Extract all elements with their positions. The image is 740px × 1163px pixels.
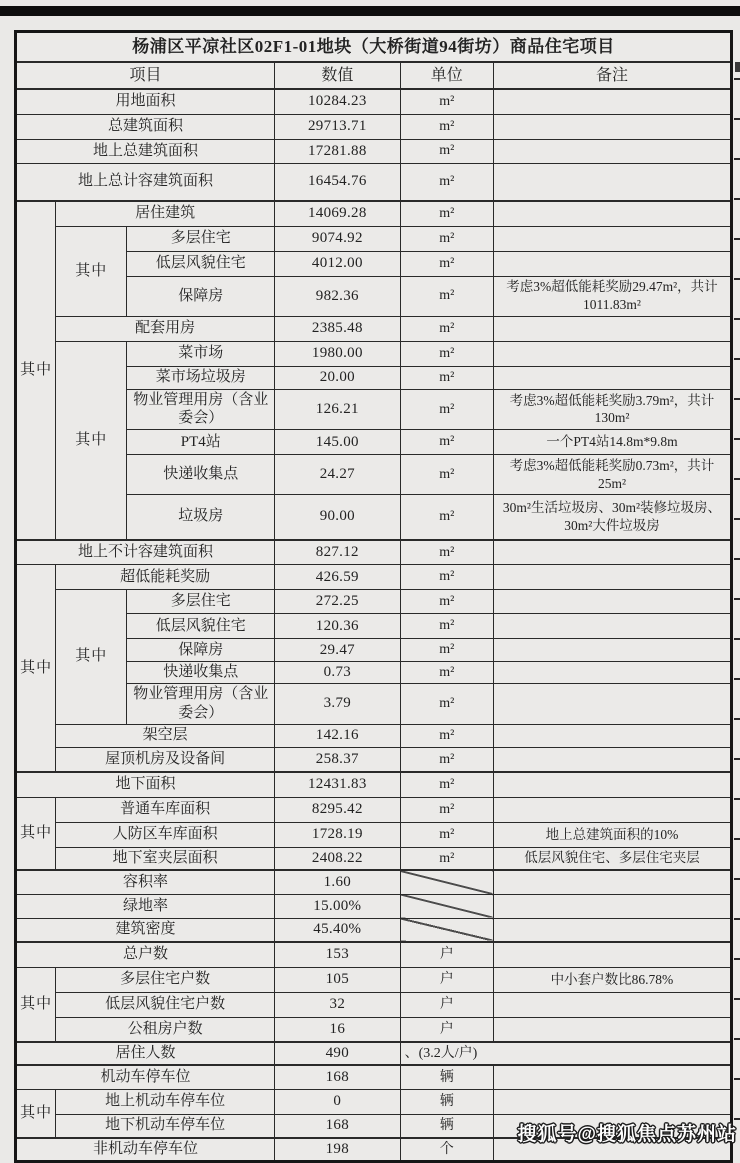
value-cell: 90.00 — [275, 495, 401, 540]
item-cell: 多层住宅户数 — [56, 967, 275, 992]
unit-cell: m² — [400, 724, 493, 747]
item-cell: 地下机动车停车位 — [56, 1114, 275, 1138]
unit-cell: m² — [400, 565, 493, 590]
value-cell: 4012.00 — [275, 251, 401, 276]
header-note: 备注 — [493, 62, 731, 89]
note-cell — [493, 747, 731, 772]
unit-cell: m² — [400, 662, 493, 684]
table-row — [16, 341, 732, 366]
value-cell: 490 — [275, 1042, 401, 1065]
value-cell: 120.36 — [275, 614, 401, 639]
item-cell: 物业管理用房（含业委会） — [127, 389, 275, 430]
value-cell: 10284.23 — [275, 89, 401, 114]
value-cell: 168 — [275, 1065, 401, 1089]
unit-cell: m² — [400, 139, 493, 163]
item-cell: 架空层 — [56, 724, 275, 747]
value-cell: 126.21 — [275, 389, 401, 430]
item-cell: 多层住宅 — [127, 590, 275, 614]
value-cell: 2408.22 — [275, 847, 401, 870]
note-cell — [493, 942, 731, 967]
value-cell: 12431.83 — [275, 772, 401, 797]
item-cell: 地下室夹层面积 — [56, 847, 275, 870]
note-cell — [493, 590, 731, 614]
header-unit: 单位 — [400, 62, 493, 89]
note-cell — [493, 1017, 731, 1042]
value-cell: 8295.42 — [275, 797, 401, 822]
note-cell — [493, 139, 731, 163]
unit-cell: m² — [400, 366, 493, 389]
value-cell: 29713.71 — [275, 114, 401, 139]
value-cell: 827.12 — [275, 540, 401, 565]
note-cell — [493, 870, 731, 894]
table-row — [16, 772, 732, 797]
table-row — [16, 565, 732, 590]
table-row — [16, 89, 732, 114]
sohu-watermark: 搜狐号@搜狐焦点苏州站 — [517, 1124, 737, 1145]
item-cell: 快递收集点 — [127, 455, 275, 495]
table-header-row — [16, 62, 732, 89]
unit-cell: 辆 — [400, 1114, 493, 1138]
unit-cell: m² — [400, 163, 493, 201]
note-cell: 低层风貌住宅、多层住宅夹层 — [493, 847, 731, 870]
item-cell: 屋顶机房及设备间 — [56, 747, 275, 772]
table-row — [16, 992, 732, 1017]
note-cell — [493, 918, 731, 942]
note-cell — [493, 201, 731, 226]
item-cell: 容积率 — [16, 870, 275, 894]
top-black-bar — [0, 6, 740, 16]
table-row — [16, 1089, 732, 1114]
value-cell: 272.25 — [275, 590, 401, 614]
unit-cell: m² — [400, 226, 493, 251]
item-cell: 低层风貌住宅 — [127, 251, 275, 276]
value-cell: 17281.88 — [275, 139, 401, 163]
value-cell: 3.79 — [275, 684, 401, 725]
value-cell: 168 — [275, 1114, 401, 1138]
value-cell: 15.00% — [275, 894, 401, 918]
unit-cell: m² — [400, 495, 493, 540]
unit-cell: 户 — [400, 992, 493, 1017]
header-value: 数值 — [275, 62, 401, 89]
item-cell: 超低能耗奖励 — [56, 565, 275, 590]
table-row — [16, 590, 732, 614]
value-cell: 0 — [275, 1089, 401, 1114]
unit-cell — [400, 870, 493, 894]
item-cell: 非机动车停车位 — [16, 1138, 275, 1161]
note-cell — [493, 316, 731, 341]
value-cell: 32 — [275, 992, 401, 1017]
unit-cell: m² — [400, 276, 493, 316]
table-row — [16, 724, 732, 747]
item-cell: 保障房 — [127, 639, 275, 662]
note-cell: 考虑3%超低能耗奖励3.79m²，共计130m² — [493, 389, 731, 430]
note-cell — [493, 366, 731, 389]
note-cell: 中小套户数比86.78% — [493, 967, 731, 992]
value-cell: 105 — [275, 967, 401, 992]
adjacent-table-edge — [734, 40, 740, 1140]
inner-group-cell: 其中 — [56, 590, 127, 725]
unit-cell: 辆 — [400, 1065, 493, 1089]
unit-cell: m² — [400, 772, 493, 797]
group-cell: 其中 — [16, 967, 56, 1042]
item-cell: 居住人数 — [16, 1042, 275, 1065]
note-cell — [493, 163, 731, 201]
value-cell: 45.40% — [275, 918, 401, 942]
adjacent-table-text-fragment — [735, 62, 740, 72]
unit-cell: m² — [400, 316, 493, 341]
note-cell: 考虑3%超低能耗奖励29.47m²，共计1011.83m² — [493, 276, 731, 316]
group-cell: 其中 — [16, 1089, 56, 1138]
table-row — [16, 540, 732, 565]
value-cell: 145.00 — [275, 430, 401, 455]
unit-note-cell: 、(3.2人/户) — [400, 1042, 731, 1065]
value-cell: 16 — [275, 1017, 401, 1042]
unit-cell: m² — [400, 389, 493, 430]
unit-cell: m² — [400, 114, 493, 139]
table-row — [16, 918, 732, 942]
unit-cell: m² — [400, 540, 493, 565]
unit-cell: m² — [400, 201, 493, 226]
unit-cell: m² — [400, 251, 493, 276]
unit-cell: m² — [400, 614, 493, 639]
item-cell: 多层住宅 — [127, 226, 275, 251]
table-title: 杨浦区平凉社区02F1-01地块（大桥街道94街坊）商品住宅项目 — [16, 32, 732, 63]
table-row — [16, 226, 732, 251]
note-cell: 30m²生活垃圾房、30m²装修垃圾房、30m²大件垃圾房 — [493, 495, 731, 540]
value-cell: 20.00 — [275, 366, 401, 389]
unit-cell: 辆 — [400, 1089, 493, 1114]
note-cell — [493, 724, 731, 747]
item-cell: 保障房 — [127, 276, 275, 316]
item-cell: 绿地率 — [16, 894, 275, 918]
table-row — [16, 747, 732, 772]
note-cell — [493, 1089, 731, 1114]
table-row — [16, 1017, 732, 1042]
unit-cell: m² — [400, 455, 493, 495]
unit-cell: 户 — [400, 942, 493, 967]
unit-cell: m² — [400, 747, 493, 772]
table-row — [16, 316, 732, 341]
item-cell: 总建筑面积 — [16, 114, 275, 139]
note-cell — [493, 639, 731, 662]
item-cell: 垃圾房 — [127, 495, 275, 540]
value-cell: 258.37 — [275, 747, 401, 772]
item-cell: 总户数 — [16, 942, 275, 967]
group-cell: 其中 — [16, 797, 56, 870]
item-cell: 地上总计容建筑面积 — [16, 163, 275, 201]
value-cell: 0.73 — [275, 662, 401, 684]
table-row — [16, 1042, 732, 1065]
table-row — [16, 114, 732, 139]
note-cell — [493, 1065, 731, 1089]
unit-cell: m² — [400, 590, 493, 614]
note-cell — [493, 662, 731, 684]
unit-cell — [400, 918, 493, 942]
table-row — [16, 847, 732, 870]
table-row — [16, 201, 732, 226]
note-cell — [493, 89, 731, 114]
item-cell: 菜市场垃圾房 — [127, 366, 275, 389]
unit-cell: 个 — [400, 1138, 493, 1161]
note-cell: 地上总建筑面积的10% — [493, 822, 731, 847]
table-row — [16, 1065, 732, 1089]
item-cell: 居住建筑 — [56, 201, 275, 226]
note-cell — [493, 684, 731, 725]
note-cell — [493, 894, 731, 918]
unit-cell: 户 — [400, 967, 493, 992]
note-cell — [493, 797, 731, 822]
value-cell: 14069.28 — [275, 201, 401, 226]
table-row — [16, 894, 732, 918]
value-cell: 16454.76 — [275, 163, 401, 201]
unit-cell: m² — [400, 847, 493, 870]
note-cell: 一个PT4站14.8m*9.8m — [493, 430, 731, 455]
item-cell: 低层风貌住宅户数 — [56, 992, 275, 1017]
unit-cell: m² — [400, 797, 493, 822]
note-cell — [493, 772, 731, 797]
item-cell: 菜市场 — [127, 341, 275, 366]
item-cell: 配套用房 — [56, 316, 275, 341]
group-cell: 其中 — [16, 201, 56, 540]
note-cell — [493, 341, 731, 366]
item-cell: 低层风貌住宅 — [127, 614, 275, 639]
table-row — [16, 967, 732, 992]
table-title-row — [16, 32, 732, 63]
item-cell: 地下面积 — [16, 772, 275, 797]
table-row — [16, 870, 732, 894]
note-cell — [493, 114, 731, 139]
unit-cell — [400, 894, 493, 918]
project-data-table — [14, 30, 733, 1163]
note-cell — [493, 251, 731, 276]
note-cell: 考虑3%超低能耗奖励0.73m²，共计25m² — [493, 455, 731, 495]
item-cell: 机动车停车位 — [16, 1065, 275, 1089]
value-cell: 1.60 — [275, 870, 401, 894]
inner-group-cell: 其中 — [56, 341, 127, 540]
note-cell — [493, 226, 731, 251]
inner-group-cell: 其中 — [56, 226, 127, 316]
item-cell: 快递收集点 — [127, 662, 275, 684]
value-cell: 982.36 — [275, 276, 401, 316]
note-cell — [493, 992, 731, 1017]
value-cell: 1980.00 — [275, 341, 401, 366]
table-row — [16, 163, 732, 201]
header-item: 项目 — [16, 62, 275, 89]
value-cell: 153 — [275, 942, 401, 967]
item-cell: PT4站 — [127, 430, 275, 455]
value-cell: 198 — [275, 1138, 401, 1161]
item-cell: 普通车库面积 — [56, 797, 275, 822]
value-cell: 29.47 — [275, 639, 401, 662]
unit-cell: m² — [400, 684, 493, 725]
table-row — [16, 139, 732, 163]
table-row — [16, 942, 732, 967]
item-cell: 用地面积 — [16, 89, 275, 114]
unit-cell: m² — [400, 639, 493, 662]
value-cell: 426.59 — [275, 565, 401, 590]
value-cell: 2385.48 — [275, 316, 401, 341]
note-cell — [493, 614, 731, 639]
note-cell — [493, 565, 731, 590]
unit-cell: m² — [400, 89, 493, 114]
item-cell: 人防区车库面积 — [56, 822, 275, 847]
note-cell — [493, 540, 731, 565]
value-cell: 142.16 — [275, 724, 401, 747]
item-cell: 地上总建筑面积 — [16, 139, 275, 163]
table-row — [16, 822, 732, 847]
unit-cell: m² — [400, 341, 493, 366]
unit-cell: m² — [400, 822, 493, 847]
value-cell: 9074.92 — [275, 226, 401, 251]
value-cell: 24.27 — [275, 455, 401, 495]
unit-cell: 户 — [400, 1017, 493, 1042]
item-cell: 建筑密度 — [16, 918, 275, 942]
item-cell: 地上不计容建筑面积 — [16, 540, 275, 565]
value-cell: 1728.19 — [275, 822, 401, 847]
item-cell: 地上机动车停车位 — [56, 1089, 275, 1114]
table-row — [16, 797, 732, 822]
item-cell: 物业管理用房（含业委会） — [127, 684, 275, 725]
group-cell: 其中 — [16, 565, 56, 773]
item-cell: 公租房户数 — [56, 1017, 275, 1042]
unit-cell: m² — [400, 430, 493, 455]
